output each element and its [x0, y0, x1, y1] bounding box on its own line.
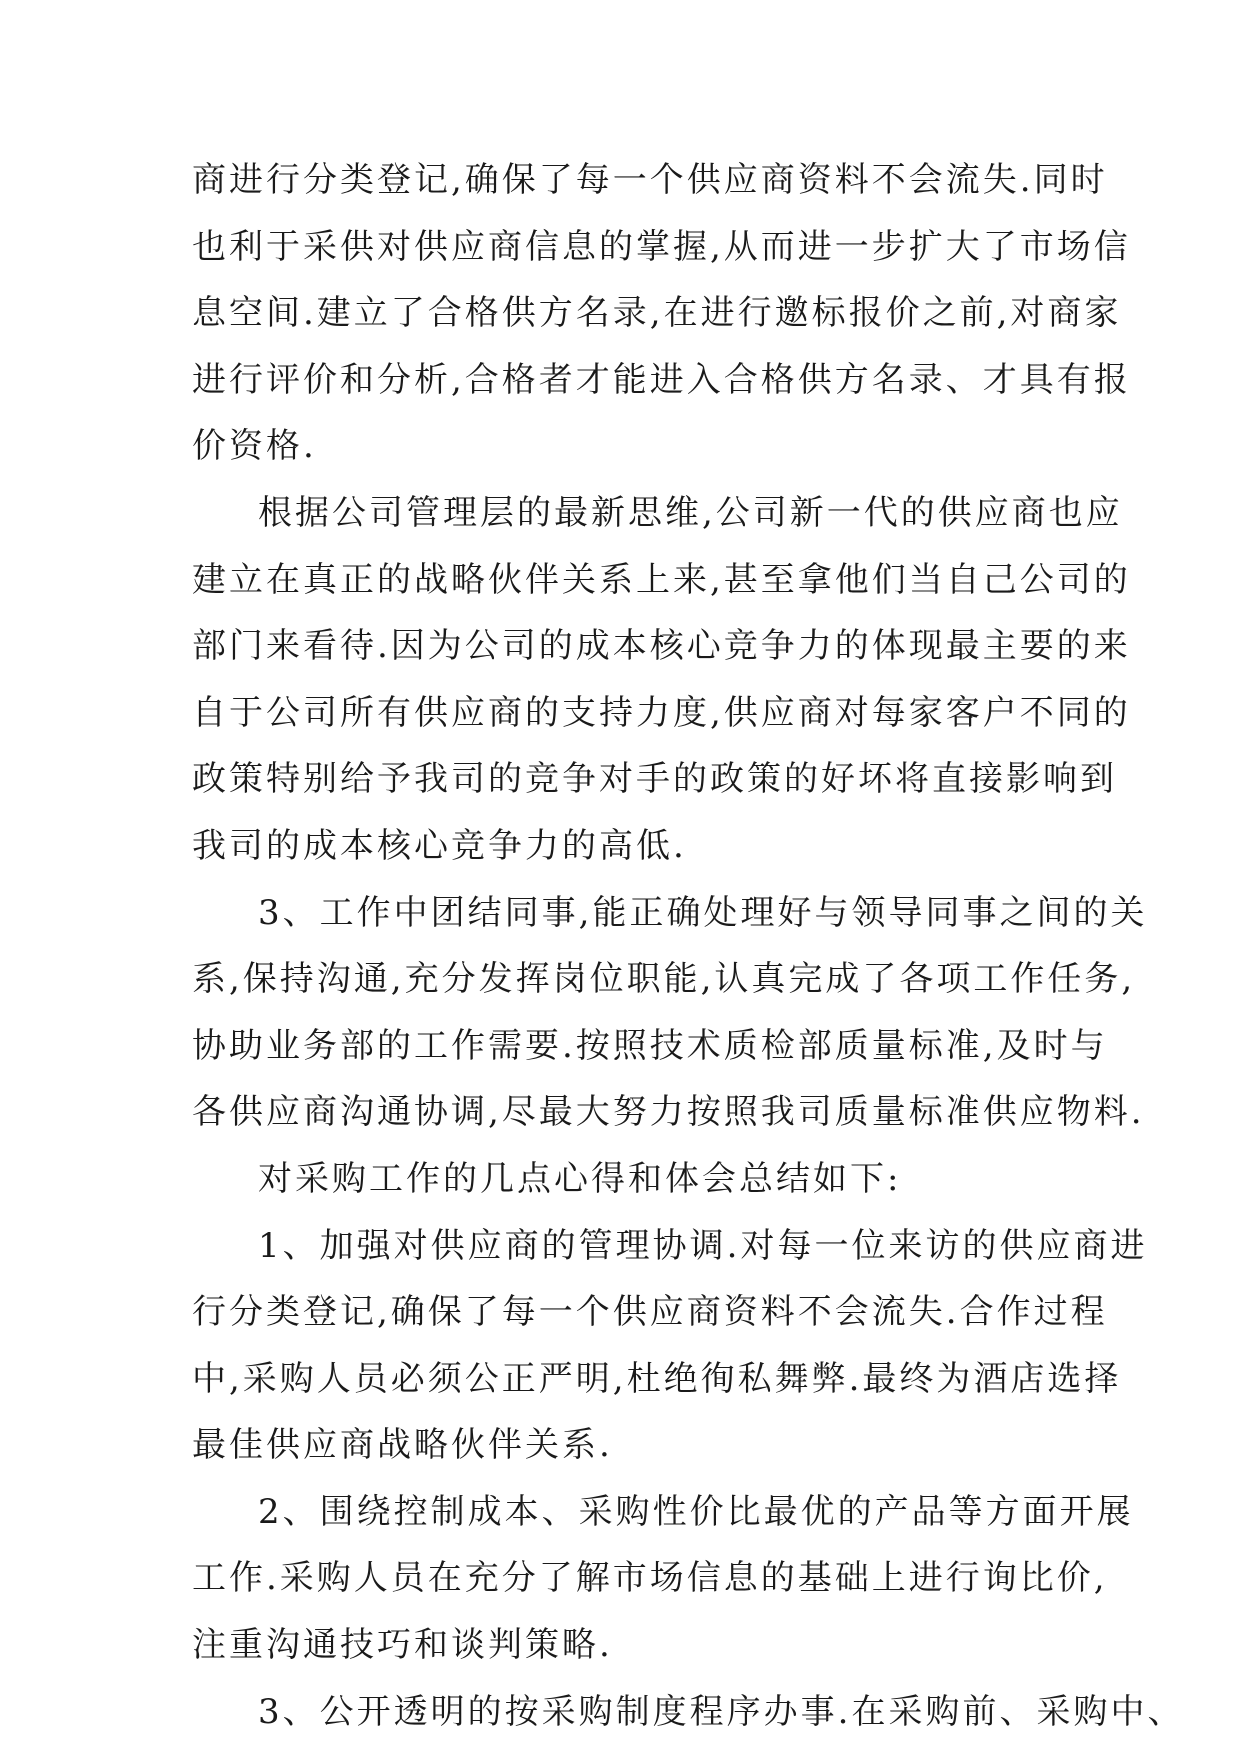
text-line: 行分类登记,确保了每一个供应商资料不会流失.合作过程 — [192, 1292, 1108, 1333]
paragraph-first-line: 3、公开透明的按采购制度程序办事.在采购前、采购中、 — [258, 1691, 1185, 1732]
text-line: 息空间.建立了合格供方名录,在进行邀标报价之前,对商家 — [192, 293, 1122, 334]
paragraph-first-line: 3、工作中团结同事,能正确处理好与领导同事之间的关 — [258, 892, 1148, 933]
text-line: 中,采购人员必须公正严明,杜绝徇私舞弊.最终为酒店选择 — [192, 1358, 1122, 1399]
text-line: 协助业务部的工作需要.按照技术质检部质量标准,及时与 — [192, 1025, 1108, 1066]
text-line: 注重沟通技巧和谈判策略. — [192, 1625, 613, 1666]
text-line: 最佳供应商战略伙伴关系. — [192, 1425, 613, 1466]
text-line: 工作.采购人员在充分了解市场信息的基础上进行询比价, — [192, 1558, 1108, 1599]
text-line: 政策特别给予我司的竞争对手的政策的好坏将直接影响到 — [192, 759, 1117, 800]
paragraph-first-line: 2、围绕控制成本、采购性价比最优的产品等方面开展 — [258, 1491, 1134, 1532]
text-line: 自于公司所有供应商的支持力度,供应商对每家客户不同的 — [192, 692, 1131, 733]
text-line: 价资格. — [192, 426, 317, 467]
text-line: 也利于采供对供应商信息的掌握,从而进一步扩大了市场信 — [192, 226, 1131, 267]
text-line: 商进行分类登记,确保了每一个供应商资料不会流失.同时 — [192, 160, 1108, 200]
text-line: 建立在真正的战略伙伴关系上来,甚至拿他们当自己公司的 — [192, 559, 1131, 600]
paragraph-first-line: 1、加强对供应商的管理协调.对每一位来访的供应商进 — [258, 1225, 1148, 1266]
section-heading-line: 对采购工作的几点心得和体会总结如下: — [258, 1158, 902, 1199]
text-line: 系,保持沟通,充分发挥岗位职能,认真完成了各项工作任务, — [192, 959, 1136, 1000]
body-text — [192, 160, 1185, 1758]
text-line: 部门来看待.因为公司的成本核心竞争力的体现最主要的来 — [192, 626, 1131, 667]
text-line: 我司的成本核心竞争力的高低. — [192, 825, 687, 866]
paragraph-first-line: 根据公司管理层的最新思维,公司新一代的供应商也应 — [258, 492, 1123, 533]
text-line: 各供应商沟通协调,尽最大努力按照我司质量标准供应物料. — [192, 1092, 1145, 1133]
text-line: 进行评价和分析,合格者才能进入合格供方名录、才具有报 — [192, 359, 1131, 400]
